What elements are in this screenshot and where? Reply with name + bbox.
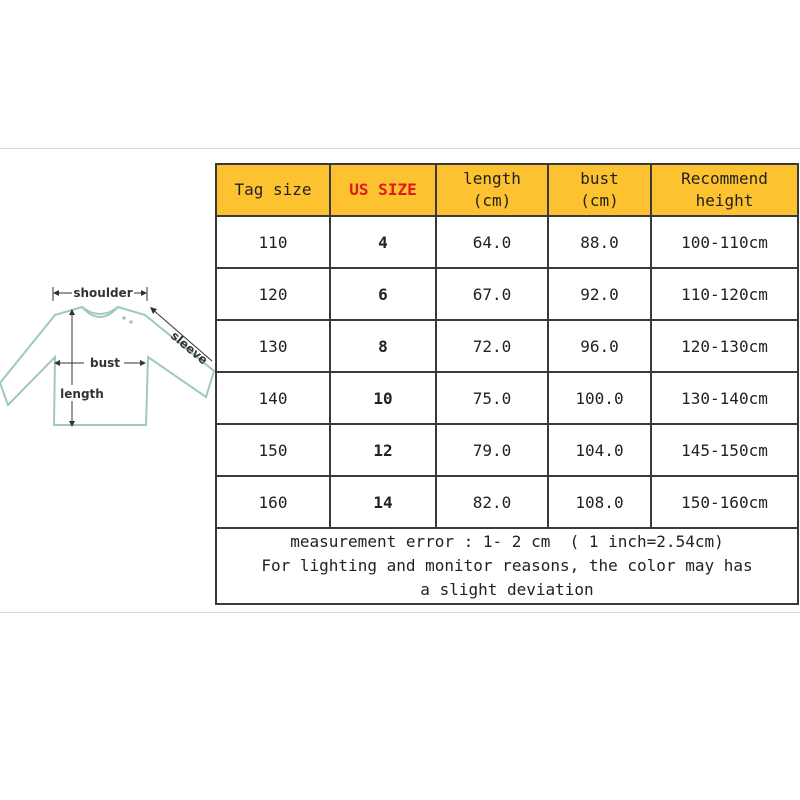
bust-cell: 108.0 — [548, 476, 651, 528]
shirt-diagram-svg — [0, 275, 215, 435]
length-cell: 67.0 — [436, 268, 548, 320]
header-length: length (cm) — [436, 164, 548, 216]
bust-cell: 100.0 — [548, 372, 651, 424]
top-divider-line — [0, 148, 800, 149]
table-row — [216, 268, 798, 320]
table-row — [216, 476, 798, 528]
us-size-cell: 8 — [330, 320, 436, 372]
table-row — [216, 372, 798, 424]
garment-measurement-diagram — [0, 275, 215, 435]
table-row — [216, 320, 798, 372]
length-cell: 79.0 — [436, 424, 548, 476]
length-cell: 64.0 — [436, 216, 548, 268]
header-tag-size: Tag size — [216, 164, 330, 216]
table-row — [216, 424, 798, 476]
bottom-divider-line — [0, 612, 800, 613]
length-label: length — [60, 387, 104, 401]
size-chart-table — [215, 163, 799, 605]
tag-size-cell: 150 — [216, 424, 330, 476]
tag-size-cell: 110 — [216, 216, 330, 268]
table-header-row — [216, 164, 798, 216]
sleeve-label: sleeve — [168, 328, 211, 368]
shirt-collar — [82, 307, 118, 317]
header-us-size: US SIZE — [330, 164, 436, 216]
table-row — [216, 216, 798, 268]
tag-size-cell: 140 — [216, 372, 330, 424]
tag-size-cell: 130 — [216, 320, 330, 372]
length-cell: 75.0 — [436, 372, 548, 424]
us-size-cell: 10 — [330, 372, 436, 424]
note-line-3: a slight deviation — [420, 580, 594, 599]
measurement-note — [216, 528, 798, 604]
tag-size-cell: 160 — [216, 476, 330, 528]
height-cell: 150-160cm — [651, 476, 798, 528]
bust-label: bust — [89, 356, 121, 370]
shoulder-label: shoulder — [73, 286, 133, 300]
header-recommend-height: Recommend height — [651, 164, 798, 216]
height-cell: 100-110cm — [651, 216, 798, 268]
us-size-cell: 12 — [330, 424, 436, 476]
us-size-cell: 4 — [330, 216, 436, 268]
bust-cell: 96.0 — [548, 320, 651, 372]
height-cell: 145-150cm — [651, 424, 798, 476]
height-cell: 130-140cm — [651, 372, 798, 424]
header-bust: bust (cm) — [548, 164, 651, 216]
length-cell: 82.0 — [436, 476, 548, 528]
length-cell: 72.0 — [436, 320, 548, 372]
us-size-cell: 6 — [330, 268, 436, 320]
height-cell: 110-120cm — [651, 268, 798, 320]
us-size-cell: 14 — [330, 476, 436, 528]
bust-cell: 88.0 — [548, 216, 651, 268]
note-line-1: measurement error : 1- 2 cm ( 1 inch=2.54cm) — [290, 532, 724, 551]
bust-cell: 104.0 — [548, 424, 651, 476]
height-cell: 120-130cm — [651, 320, 798, 372]
table-note-row — [216, 528, 798, 604]
bust-cell: 92.0 — [548, 268, 651, 320]
tag-size-cell: 120 — [216, 268, 330, 320]
note-line-2: For lighting and monitor reasons, the color may has — [261, 556, 753, 575]
